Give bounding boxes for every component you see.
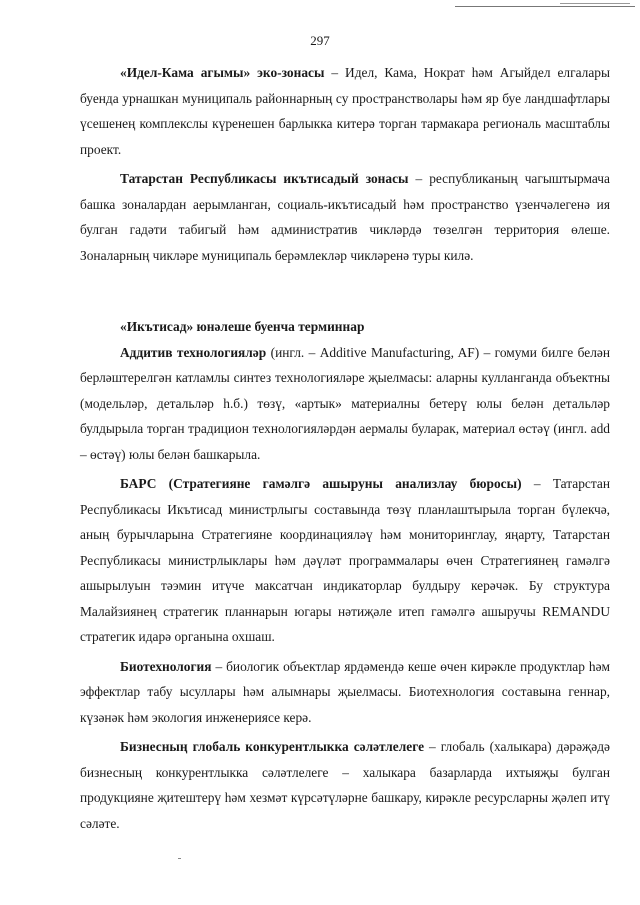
top-border-line [455, 6, 635, 7]
term-entry-biotech [80, 654, 610, 731]
document-body [80, 60, 610, 836]
term-entry-bars [80, 471, 610, 650]
term-name: БАРС (Стратегияне гамәлгә ашыруны анализлау бюросы) [120, 476, 522, 491]
definition-economic-zone: – республиканың чагыштырмача башка зоналардан аерымланган, социаль-икътисадый һәм пространство үзенчәлегенә ия булган гадәти табигый һәм административ чикләрдә төзелгән территория өлеше. Зоналарның чикләре муниципаль берәмлекләр чикләренә туры килә. [80, 171, 610, 263]
top-border-line-secondary [560, 3, 630, 4]
paragraph-idel-kama [80, 60, 610, 162]
term-entry-global-competitiveness [80, 734, 610, 836]
paragraph-economic-zone [80, 166, 610, 268]
scan-speck [178, 858, 181, 859]
term-definition: – глобаль (халыкара) дәрәҗәдә бизнесның конкурентлыкка сәләтлелеге – халыкара базарларда ихтыяҗы булган продукцияне җитештерү һәм хезмәт күрсәтүләрне башкару, кирәкле ресурсларны җәлеп итү сәләте. [80, 739, 610, 831]
term-economic-zone: Татарстан Республикасы икътисадый зонасы [120, 171, 409, 186]
term-definition: – биологик объектлар ярдәмендә кеше өчен кирәкле продуктлар һәм эффектлар табу ысуллары һәм алымнары җыелмасы. Биотехнология составына геннар, күзәнәк һәм экология инженериясе керә. [80, 658, 610, 725]
definition-idel-kama: – Идел, Кама, Нократ һәм Агыйдел елгалары буенда урнашкан муниципаль районнарның су пространстволары һәм яр буе ландшафтлары үсешенең комплекслы күренешен барлыкка китерә торган тармакара региональ масштаблы проект. [80, 65, 610, 157]
term-definition: – Татарстан Республикасы Икътисад министрлыгы составында төзү планлаштырыла торган бүлекчә, аның бурычларына Стратегияне координацияләү һәм мониторинглау, яңарту, Татарстан Республикасы министрлыклары һәм дәүләт программалары өчен Стратегиянең гамәлгә ашырылуын тәэмин итүче максатчан индикаторлар булдыру керәчәк. Бу структура Малайзиянең стратегик планнарын югары нәтиҗәле итеп гамәлгә ашыручы REMANDU стратегик идарә органына охшаш. [80, 476, 610, 644]
term-name: Бизнесның глобаль конкурентлыкка сәләтлелеге [120, 739, 425, 754]
term-name: Биотехнология [120, 658, 212, 674]
term-idel-kama: «Идел-Кама агымы» эко-зонасы [120, 65, 325, 80]
term-name: Аддитив технологияләр [120, 344, 267, 360]
section-heading: «Икътисад» юнәлеше буенча терминнар [120, 319, 365, 334]
term-entry-additive [80, 340, 610, 468]
term-definition: (ингл. – Additive Manufacturing, AF) – гомуми билге белән берләштерелгән катламлы синтез технологияләре җыелмасы: аларны кулланганда объектны (модельләр, детальләр h.б.) төзү, «артык» материалны бетерү юлы белән детальләр булдырыла торган традицион технологияләрдән аермалы буларак, материал өстәү (ингл. add – өстәү) юлы белән башкарыла. [80, 344, 611, 462]
page-number: 297 [310, 33, 330, 48]
